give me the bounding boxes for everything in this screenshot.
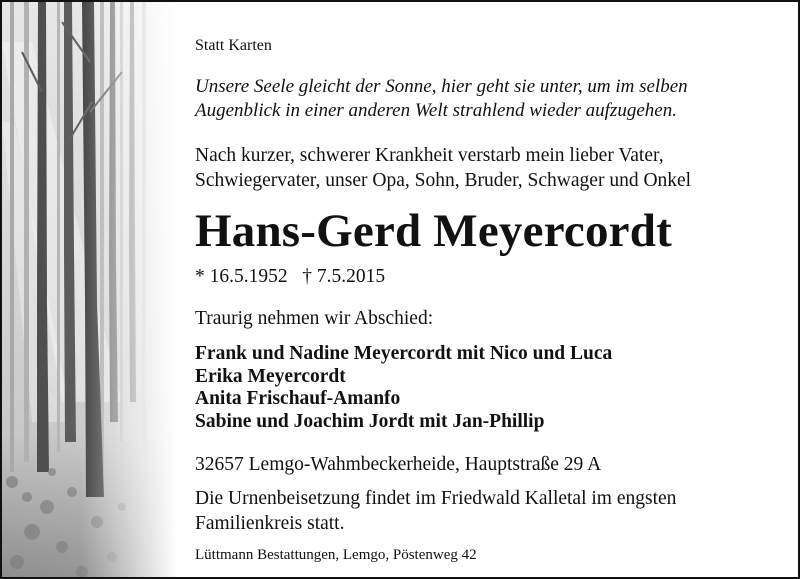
mourner-name: Anita Frischauf-Amanfo bbox=[195, 388, 401, 409]
mourner-name: Sabine und Joachim Jordt mit Jan-Phillip bbox=[195, 410, 545, 432]
mourner-name: Erika Meyercordt bbox=[195, 365, 346, 387]
mourner-name: Frank und Nadine Meyercordt mit Nico und Luca bbox=[195, 343, 613, 364]
farewell-text: Traurig nehmen wir Abschied: bbox=[195, 308, 434, 329]
forest-photo-icon bbox=[2, 2, 177, 579]
header-text: Statt Karten bbox=[195, 37, 272, 54]
forest-image bbox=[2, 2, 177, 579]
burial-note: Die Urnenbeisetzung findet im Friedwald Kalletal im engsten Familienkreis statt. bbox=[195, 488, 677, 534]
intro-text: Nach kurzer, schwerer Krankheit verstarb mein lieber Vater, Schwiegervater, unser Opa, Sohn, Bruder, Schwager und Onkel bbox=[195, 145, 692, 191]
address-text: 32657 Lemgo-Wahmbeckerheide, Hauptstraße 29 A bbox=[195, 454, 602, 475]
mourners-list bbox=[195, 343, 612, 433]
life-dates: * 16.5.1952 † 7.5.2015 bbox=[195, 266, 386, 287]
quote-text: Unsere Seele gleicht der Sonne, hier geht sie unter, um im selben Augenblick in einer anderen Welt strahlend wieder aufzugehen. bbox=[195, 76, 688, 121]
deceased-name: Hans-Gerd Meyercordt bbox=[195, 205, 672, 257]
undertaker-text: Lüttmann Bestattungen, Lemgo, Pöstenweg 42 bbox=[195, 547, 477, 563]
